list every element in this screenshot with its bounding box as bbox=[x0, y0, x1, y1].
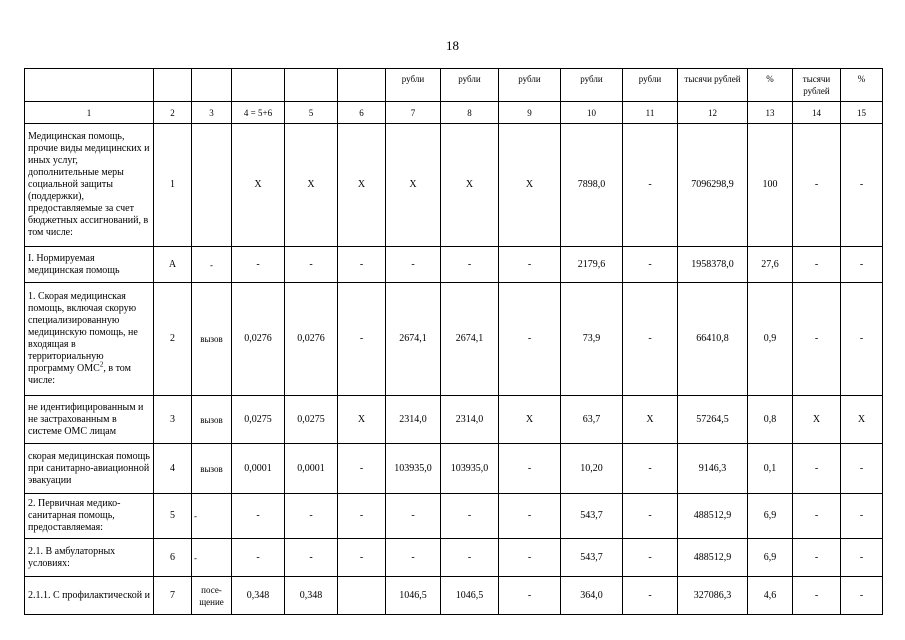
data-cell: - bbox=[232, 494, 285, 539]
data-cell: 100 bbox=[748, 124, 793, 247]
table-row bbox=[25, 539, 883, 577]
data-cell: X bbox=[338, 124, 386, 247]
data-cell: 543,7 bbox=[561, 539, 623, 577]
data-cell: - bbox=[192, 494, 232, 539]
column-number-cell: 2 bbox=[154, 102, 192, 124]
row-name-cell: 1. Скорая медицинская помощь, включая скорую специализированную медицинскую помощь, не входящая в территориальную программу ОМС$^2$, в том числе: bbox=[25, 283, 154, 396]
data-cell: - bbox=[338, 444, 386, 494]
footnote-marker: 2 bbox=[99, 360, 104, 369]
data-cell: - bbox=[499, 283, 561, 396]
data-cell: - bbox=[386, 494, 441, 539]
data-cell: - bbox=[623, 444, 678, 494]
data-cell: 2314,0 bbox=[441, 396, 499, 444]
data-cell: 2179,6 bbox=[561, 247, 623, 283]
row-name-cell: 2.1.1. С профилактической и bbox=[25, 577, 154, 615]
data-cell: 0,9 bbox=[748, 283, 793, 396]
unit-header-cell: рубли bbox=[441, 69, 499, 102]
data-cell: - bbox=[338, 283, 386, 396]
data-cell: - bbox=[623, 124, 678, 247]
data-cell: 1046,5 bbox=[386, 577, 441, 615]
data-cell: - bbox=[232, 247, 285, 283]
unit-header-cell: тысячи рублей bbox=[678, 69, 748, 102]
data-cell: X bbox=[623, 396, 678, 444]
data-cell: - bbox=[192, 539, 232, 577]
unit-header-cell bbox=[192, 69, 232, 102]
column-numbers-row bbox=[25, 102, 883, 124]
data-cell: 0,0275 bbox=[232, 396, 285, 444]
data-cell: 543,7 bbox=[561, 494, 623, 539]
column-number-cell: 13 bbox=[748, 102, 793, 124]
column-number-cell: 12 bbox=[678, 102, 748, 124]
data-cell: - bbox=[499, 577, 561, 615]
data-cell: X bbox=[441, 124, 499, 247]
data-cell: - bbox=[441, 539, 499, 577]
column-number-cell: 9 bbox=[499, 102, 561, 124]
unit-header-cell: тысячи рублей bbox=[793, 69, 841, 102]
unit-header-cell bbox=[232, 69, 285, 102]
data-cell: - bbox=[793, 124, 841, 247]
data-cell: - bbox=[338, 539, 386, 577]
data-cell: - bbox=[499, 247, 561, 283]
data-cell: 3 bbox=[154, 396, 192, 444]
data-cell: 1046,5 bbox=[441, 577, 499, 615]
table-row bbox=[25, 247, 883, 283]
data-cell: 66410,8 bbox=[678, 283, 748, 396]
data-cell: 103935,0 bbox=[441, 444, 499, 494]
data-cell: - bbox=[338, 494, 386, 539]
data-cell: - bbox=[623, 494, 678, 539]
data-cell: 7096298,9 bbox=[678, 124, 748, 247]
data-cell: вызов bbox=[192, 283, 232, 396]
data-cell: 4,6 bbox=[748, 577, 793, 615]
row-name-cell: не идентифицированным и не застрахованным в системе ОМС лицам bbox=[25, 396, 154, 444]
data-cell: 2314,0 bbox=[386, 396, 441, 444]
data-cell: - bbox=[841, 577, 883, 615]
column-number-cell: 11 bbox=[623, 102, 678, 124]
column-number-cell: 1 bbox=[25, 102, 154, 124]
unit-header-cell bbox=[25, 69, 154, 102]
column-number-cell: 10 bbox=[561, 102, 623, 124]
unit-header-cell bbox=[154, 69, 192, 102]
data-cell: 9146,3 bbox=[678, 444, 748, 494]
data-cell: - bbox=[793, 247, 841, 283]
data-cell: - bbox=[386, 247, 441, 283]
data-cell: 7898,0 bbox=[561, 124, 623, 247]
unit-header-cell: рубли bbox=[623, 69, 678, 102]
column-number-cell: 4 = 5+6 bbox=[232, 102, 285, 124]
column-number-cell: 8 bbox=[441, 102, 499, 124]
data-cell: вызов bbox=[192, 396, 232, 444]
unit-header-cell bbox=[285, 69, 338, 102]
units-row bbox=[25, 69, 883, 102]
data-cell: X bbox=[285, 124, 338, 247]
data-cell: 0,0001 bbox=[232, 444, 285, 494]
data-cell: 488512,9 bbox=[678, 539, 748, 577]
column-number-cell: 5 bbox=[285, 102, 338, 124]
data-cell: 2674,1 bbox=[386, 283, 441, 396]
table-row bbox=[25, 494, 883, 539]
unit-header-cell: рубли bbox=[386, 69, 441, 102]
data-cell: - bbox=[441, 494, 499, 539]
data-cell: 327086,3 bbox=[678, 577, 748, 615]
table-row bbox=[25, 444, 883, 494]
data-cell: вызов bbox=[192, 444, 232, 494]
table-row bbox=[25, 577, 883, 615]
data-cell: - bbox=[841, 124, 883, 247]
page-number: 18 bbox=[446, 38, 459, 53]
data-cell: - bbox=[841, 247, 883, 283]
data-table bbox=[24, 68, 883, 615]
data-cell: 57264,5 bbox=[678, 396, 748, 444]
table-row bbox=[25, 396, 883, 444]
data-cell: - bbox=[285, 247, 338, 283]
row-name-cell: Медицинская помощь, прочие виды медицинских и иных услуг, дополнительные меры социальной защиты (поддержки), предоставляемые за счет бюджетных ассигнований, в том числе: bbox=[25, 124, 154, 247]
data-cell: - bbox=[793, 539, 841, 577]
data-cell: - bbox=[793, 494, 841, 539]
unit-header-cell: рубли bbox=[499, 69, 561, 102]
data-cell: 0,0275 bbox=[285, 396, 338, 444]
data-cell: X bbox=[499, 396, 561, 444]
row-name-cell: I. Нормируемая медицинская помощь bbox=[25, 247, 154, 283]
data-cell: - bbox=[386, 539, 441, 577]
unit-header-cell: % bbox=[748, 69, 793, 102]
data-cell: 0,1 bbox=[748, 444, 793, 494]
data-cell: 0,0276 bbox=[285, 283, 338, 396]
data-cell: 5 bbox=[154, 494, 192, 539]
data-cell: 1 bbox=[154, 124, 192, 247]
unit-header-cell: % bbox=[841, 69, 883, 102]
column-number-cell: 14 bbox=[793, 102, 841, 124]
data-cell: - bbox=[232, 539, 285, 577]
data-cell: 63,7 bbox=[561, 396, 623, 444]
data-cell: 0,8 bbox=[748, 396, 793, 444]
data-cell: X bbox=[499, 124, 561, 247]
data-cell: 364,0 bbox=[561, 577, 623, 615]
data-cell: А bbox=[154, 247, 192, 283]
data-cell: - bbox=[192, 247, 232, 283]
data-cell: - bbox=[841, 494, 883, 539]
data-cell: - bbox=[841, 539, 883, 577]
data-cell: - bbox=[499, 494, 561, 539]
column-number-cell: 15 bbox=[841, 102, 883, 124]
data-cell: 0,0276 bbox=[232, 283, 285, 396]
data-cell: 1958378,0 bbox=[678, 247, 748, 283]
data-cell: - bbox=[285, 494, 338, 539]
data-cell bbox=[192, 124, 232, 247]
column-number-cell: 6 bbox=[338, 102, 386, 124]
data-cell: - bbox=[793, 283, 841, 396]
data-cell: - bbox=[793, 444, 841, 494]
row-name-cell: 2.1. В амбулаторных условиях: bbox=[25, 539, 154, 577]
data-cell: - bbox=[623, 247, 678, 283]
unit-header-cell: рубли bbox=[561, 69, 623, 102]
unit-header-cell bbox=[338, 69, 386, 102]
data-cell: - bbox=[623, 539, 678, 577]
data-cell: 6,9 bbox=[748, 494, 793, 539]
data-cell: - bbox=[623, 577, 678, 615]
data-cell: 488512,9 bbox=[678, 494, 748, 539]
data-cell: - bbox=[841, 283, 883, 396]
row-name-cell: скорая медицинская помощь при санитарно-авиационной эвакуации bbox=[25, 444, 154, 494]
data-cell: - bbox=[793, 577, 841, 615]
data-cell: 6 bbox=[154, 539, 192, 577]
data-cell: посе-щение bbox=[192, 577, 232, 615]
data-cell: 0,348 bbox=[232, 577, 285, 615]
row-name-cell: 2. Первичная медико-санитарная помощь, предоставляемая: bbox=[25, 494, 154, 539]
data-cell: X bbox=[338, 396, 386, 444]
data-cell: 103935,0 bbox=[386, 444, 441, 494]
data-cell: 27,6 bbox=[748, 247, 793, 283]
data-cell: - bbox=[499, 444, 561, 494]
table-row bbox=[25, 124, 883, 247]
data-cell bbox=[338, 577, 386, 615]
data-cell: 7 bbox=[154, 577, 192, 615]
data-cell: 4 bbox=[154, 444, 192, 494]
data-cell: 2 bbox=[154, 283, 192, 396]
data-cell: - bbox=[285, 539, 338, 577]
column-number-cell: 3 bbox=[192, 102, 232, 124]
data-cell: - bbox=[499, 539, 561, 577]
data-cell: 73,9 bbox=[561, 283, 623, 396]
data-cell: 0,0001 bbox=[285, 444, 338, 494]
data-cell: X bbox=[386, 124, 441, 247]
table-row bbox=[25, 283, 883, 396]
data-cell: 0,348 bbox=[285, 577, 338, 615]
column-number-cell: 7 bbox=[386, 102, 441, 124]
data-cell: - bbox=[441, 247, 499, 283]
data-cell: X bbox=[232, 124, 285, 247]
data-cell: X bbox=[841, 396, 883, 444]
data-cell: 2674,1 bbox=[441, 283, 499, 396]
data-cell: - bbox=[338, 247, 386, 283]
data-cell: 10,20 bbox=[561, 444, 623, 494]
data-cell: - bbox=[841, 444, 883, 494]
data-cell: - bbox=[623, 283, 678, 396]
data-cell: X bbox=[793, 396, 841, 444]
data-cell: 6,9 bbox=[748, 539, 793, 577]
